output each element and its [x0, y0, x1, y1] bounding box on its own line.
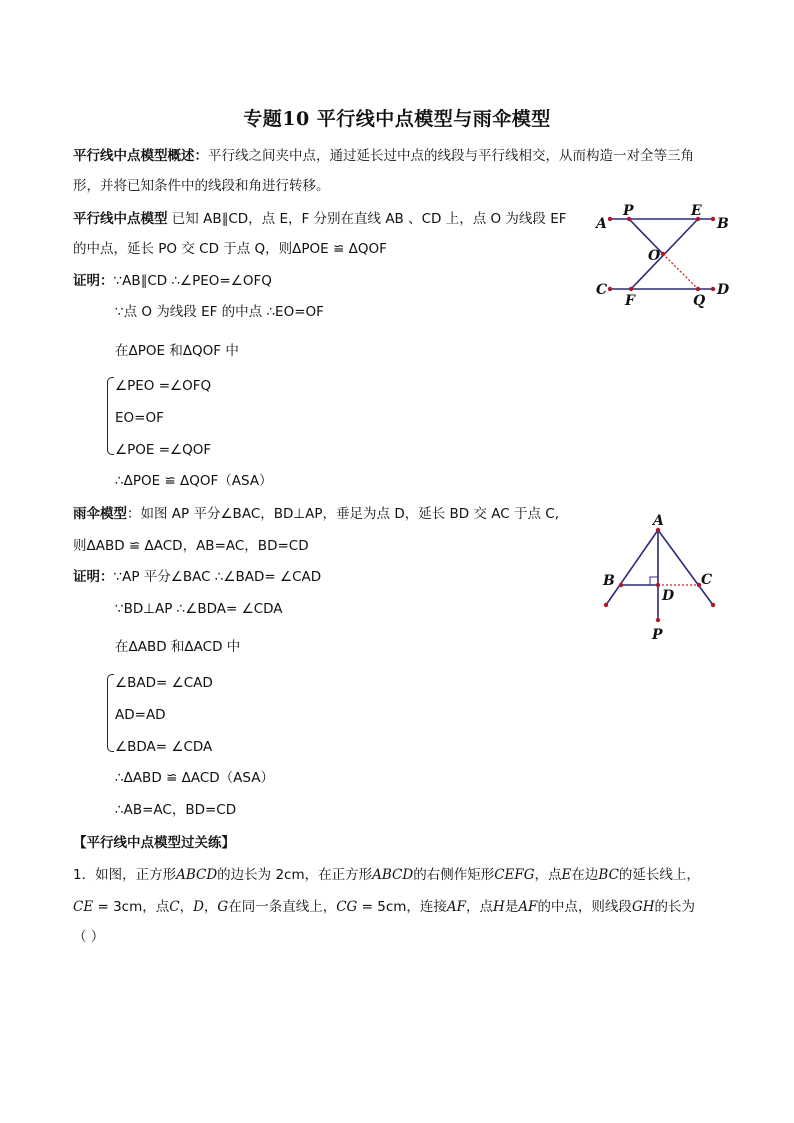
model1-condition-2: EO=OF	[115, 410, 164, 426]
point-d	[656, 583, 660, 587]
model2-line-1	[73, 505, 559, 523]
point-q	[696, 287, 700, 291]
problem1-math: ABCD	[176, 867, 218, 883]
model1-condition-1: ∠PEO =∠OFQ	[115, 378, 212, 394]
problem1-math: D	[193, 899, 204, 915]
problem1-math: AF	[446, 899, 467, 915]
label-b: B	[717, 216, 729, 232]
problem1-text: 的长为	[654, 899, 695, 915]
overview-text: 平行线之间夹中点，通过延长过中点的线段与平行线相交，从而构造一对全等三角	[208, 148, 694, 164]
problem1-math: ABCD	[372, 867, 414, 883]
model2-proof-line-2: ∵BD⊥AP ∴∠BDA= ∠CDA	[115, 601, 283, 617]
model1-condition-3: ∠POE =∠QOF	[115, 442, 212, 458]
point-c-end	[711, 603, 715, 607]
model1-proof-line-2: ∵点 O 为线段 EF 的中点 ∴EO=OF	[115, 304, 324, 320]
problem1-text: ，	[179, 899, 194, 915]
problem1-answer-blank: （ ）	[73, 929, 105, 945]
problem1-text: = 5cm，连接	[357, 899, 447, 915]
point-o	[661, 252, 665, 256]
problem1-math: G	[217, 899, 229, 915]
label-a: A	[653, 513, 664, 529]
point-p	[656, 618, 660, 622]
model2-condition-brace	[107, 674, 114, 752]
model2-proof-label: 证明：	[73, 569, 114, 585]
page-title: 专题10 平行线中点模型与雨伞模型	[243, 108, 551, 130]
model1-conclusion: ∴ΔPOE ≌ ΔQOF（ASA）	[115, 473, 273, 489]
point-b-end	[604, 603, 608, 607]
segment-oq-dotted	[663, 254, 698, 289]
problem1-text: 在同一条直线上，	[228, 899, 337, 915]
problem1-text: 是	[504, 899, 519, 915]
model1-proof-line-1	[73, 272, 272, 290]
label-d: D	[717, 282, 730, 298]
point-d	[711, 287, 715, 291]
problem1-text: ，	[203, 899, 218, 915]
model2-conclusion-1: ∴ΔABD ≌ ΔACD（ASA）	[115, 770, 274, 786]
practice-heading: 【平行线中点模型过关练】	[73, 835, 235, 851]
model2-line-2: 则ΔABD ≌ ΔACD，AB=AC，BD=CD	[73, 538, 309, 554]
label-o: O	[648, 248, 661, 264]
label-p: P	[652, 627, 663, 643]
problem1-line-2	[73, 898, 695, 916]
problem1-text: 1．如图，正方形	[73, 867, 177, 883]
model2-condition-1: ∠BAD= ∠CAD	[115, 675, 213, 691]
overview-label: 平行线中点模型概述：	[73, 148, 208, 164]
segment-a-b-ext	[606, 530, 658, 605]
label-f: F	[625, 293, 635, 309]
model2-proof-line-3: 在ΔABD 和ΔACD 中	[115, 639, 241, 655]
overview-line-2: 形，并将已知条件中的线段和角进行转移。	[73, 178, 330, 194]
problem1-line-1	[73, 866, 700, 884]
point-f	[629, 287, 633, 291]
model1-proof-text-1: ∵AB∥CD ∴∠PEO=∠OFQ	[113, 273, 272, 289]
problem1-math: CEFG	[494, 867, 535, 883]
problem1-math: C	[169, 899, 180, 915]
problem1-text: ，点	[466, 899, 494, 915]
problem1-text: 的右侧作矩形	[413, 867, 495, 883]
model2-conclusion-2: ∴AB=AC，BD=CD	[115, 802, 237, 818]
label-p: P	[623, 203, 634, 219]
label-e: E	[691, 203, 702, 219]
label-d: D	[662, 588, 675, 604]
label-c: C	[701, 572, 713, 588]
label-c: C	[596, 282, 608, 298]
label-q: Q	[693, 293, 706, 309]
model1-proof-label: 证明：	[73, 273, 114, 289]
model1-line-1	[73, 210, 567, 228]
label-a: A	[596, 216, 607, 232]
point-b	[619, 583, 623, 587]
problem1-text: 的中点，则线段	[537, 899, 632, 915]
problem1-math: CE	[73, 899, 94, 915]
model2-proof-text-1: ∵AP 平分∠BAC ∴∠BAD= ∠CAD	[113, 569, 322, 585]
model1-condition-brace	[107, 377, 114, 455]
model2-proof-line-1	[73, 568, 321, 586]
problem1-text: 在边	[571, 867, 599, 883]
point-b	[711, 217, 715, 221]
problem1-math: BC	[598, 867, 619, 883]
problem1-math: CG	[336, 899, 358, 915]
point-c	[608, 287, 612, 291]
label-b: B	[603, 573, 615, 589]
problem1-math: E	[561, 867, 572, 883]
model1-text: 已知 AB∥CD，点 E，F 分别在直线 AB 、CD 上，点 O 为线段 EF	[167, 211, 567, 227]
model1-line-2: 的中点，延长 PO 交 CD 于点 Q，则ΔPOE ≌ ΔQOF	[73, 241, 387, 257]
problem1-math: GH	[631, 899, 655, 915]
model2-condition-3: ∠BDA= ∠CDA	[115, 739, 213, 755]
point-a	[608, 217, 612, 221]
problem1-text: = 3cm，点	[93, 899, 170, 915]
problem1-math: H	[493, 899, 505, 915]
model1-label: 平行线中点模型	[73, 211, 168, 227]
model2-text: ：如图 AP 平分∠BAC，BD⊥AP，垂足为点 D，延长 BD 交 AC 于点 C,	[127, 506, 559, 522]
problem1-text: 的边长为 2cm，在正方形	[217, 867, 373, 883]
problem1-text: 的延长线上，	[618, 867, 700, 883]
overview-line-1	[73, 147, 694, 165]
problem1-math: AF	[518, 899, 538, 915]
figure-parallel-midpoint	[590, 200, 740, 310]
model2-condition-2: AD=AD	[115, 707, 166, 723]
model2-label: 雨伞模型	[73, 506, 127, 522]
model1-proof-line-3: 在ΔPOE 和ΔQOF 中	[115, 343, 239, 359]
figure-umbrella	[592, 510, 722, 645]
problem1-text: ，点	[534, 867, 562, 883]
